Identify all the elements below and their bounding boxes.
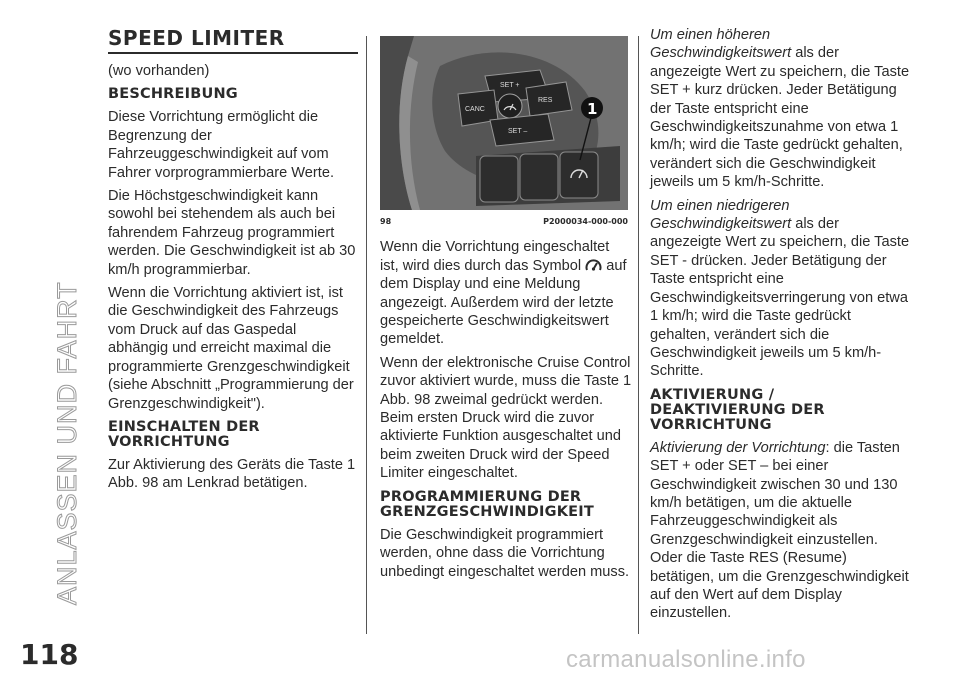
italic-label: Aktivierung der Vorrichtung	[650, 439, 826, 456]
heading-programming: PROGRAMMIERUNG DER GRENZGESCHWINDIGKEIT	[380, 488, 594, 520]
paragraph: Um einen niedrigeren Geschwindigkeitswert als der angezeigte Wert zu speichern, die Taste SET - drücken. Jeder Betätigung der Taste entspricht eine Geschwindigkeitsverringerung von etwa 1 km/h; wird die Taste gedrückt gehalten, verändert sich die Geschwindigkeit jeweils um 5 km/h-Schritte.	[650, 197, 910, 380]
set-minus-label: SET –	[508, 128, 528, 135]
column-3	[650, 26, 910, 628]
italic-label: Um einen höheren Geschwindigkeitswert	[650, 27, 792, 62]
page-title: SPEED LIMITER	[108, 26, 358, 54]
paragraph: Wenn die Vorrichtung aktiviert ist, ist die Geschwindigkeit des Fahrzeugs vom Druck auf das Gaspedal abhängig und erreicht maximal die programmierte Grenzgeschwindigkeit (siehe Abschnitt „Programmierung der Grenzgeschwindigkeit").	[108, 285, 354, 412]
column-divider	[638, 36, 639, 634]
page-number: 118	[20, 638, 79, 671]
figure-code: P2000034-000-000	[543, 217, 628, 226]
watermark: carmanualsonline.info	[566, 646, 806, 673]
heading-activation-deactivation: AKTIVIERUNG / DEAKTIVIERUNG DER VORRICHTUNG	[650, 386, 825, 433]
paragraph: Zur Aktivierung des Geräts die Taste 1 Abb. 98 am Lenkrad betätigen.	[108, 456, 356, 492]
set-plus-label: SET +	[500, 82, 520, 89]
paragraph: Wenn der elektronische Cruise Control zuvor aktiviert wurde, muss die Taste 1 Abb. 98 zweimal gedrückt werden. Beim ersten Druck wird die zuvor aktivierte Funktion ausgeschaltet und beim zweiten Druck wird der Speed Limiter eingeschaltet.	[380, 354, 632, 482]
res-label: RES	[538, 97, 553, 104]
section-side-label: ANLASSEN UND FAHRT	[52, 281, 82, 605]
heading-activation: EINSCHALTEN DER VORRICHTUNG	[108, 418, 260, 450]
column-divider	[366, 36, 367, 634]
speed-limiter-icon	[585, 258, 602, 273]
canc-label: CANC	[465, 106, 485, 113]
column-1	[108, 26, 358, 498]
figure-98	[380, 36, 628, 231]
availability-note: (wo vorhanden)	[108, 63, 210, 79]
paragraph: Die Geschwindigkeit programmiert werden, ohne dass die Vorrichtung unbedingt eingeschaltet werden muss.	[380, 526, 630, 580]
heading-description: BESCHREIBUNG	[108, 86, 238, 103]
column-2	[380, 36, 632, 586]
paragraph: Um einen höheren Geschwindigkeitswert als der angezeigte Wert zu speichern, die Taste SET + kurz drücken. Jeder Betätigung der Taste entspricht eine Geschwindigkeitszunahme von etwa 1 km/h; wird die Taste gedrückt gehalten, verändert sich die Geschwindigkeit jeweils um 5 km/h-Schritte.	[650, 27, 910, 191]
steering-wheel-controls-photo	[380, 36, 628, 210]
callout-number: 1	[587, 100, 598, 118]
figure-caption	[380, 213, 628, 231]
paragraph: Diese Vorrichtung ermöglicht die Begrenzung der Fahrzeuggeschwindigkeit auf vom Fahrer vorprogrammierbare Werte.	[108, 109, 335, 181]
paragraph: Wenn die Vorrichtung eingeschaltet ist, wird dies durch das Symbol auf dem Display und eine Meldung angezeigt. Außerdem wird der letzte gespeicherte Geschwindigkeitswert gemeldet.	[380, 239, 627, 348]
italic-label: Um einen niedrigeren Geschwindigkeitswert	[650, 197, 792, 233]
paragraph: Aktivierung der Vorrichtung: die Tasten SET + oder SET – bei einer Geschwindigkeit zwischen 30 und 130 km/h betätigen, um die aktuelle Fahrzeuggeschwindigkeit als Grenzgeschwindigkeit einzustellen. Oder die Taste RES (Resume) betätigen, um die Grenzgeschwindigkeit auf den Wert auf dem Display einzustellen.	[650, 439, 909, 622]
paragraph: Die Höchstgeschwindigkeit kann sowohl bei stehendem als auch bei fahrendem Fahrzeug programmiert werden. Die Geschwindigkeit ist ab 30 km/h programmierbar.	[108, 188, 356, 278]
figure-number: 98	[380, 217, 392, 226]
